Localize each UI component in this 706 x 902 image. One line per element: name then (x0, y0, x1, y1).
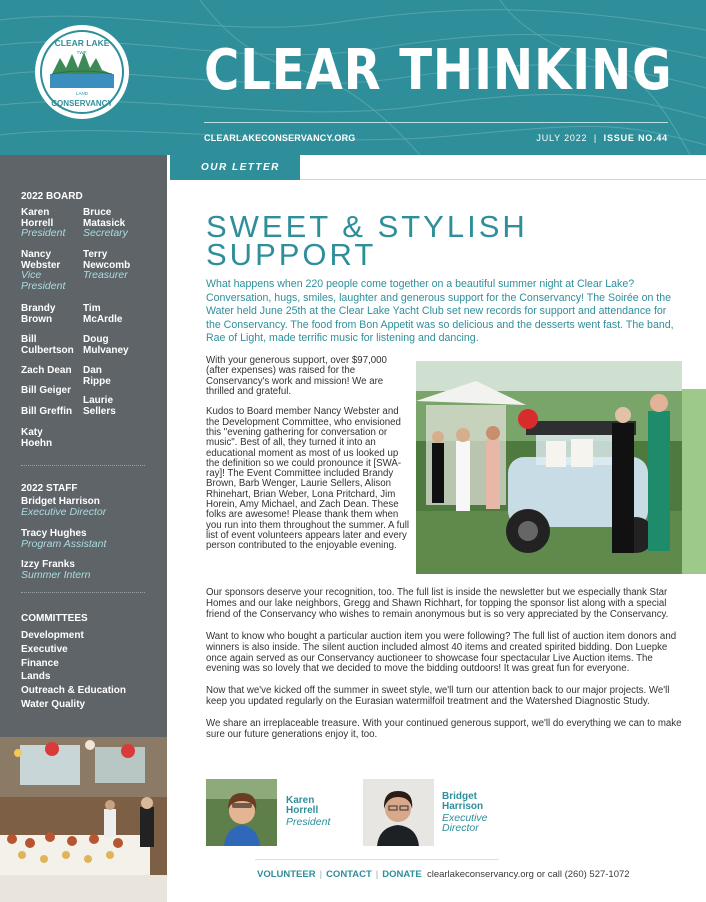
masthead-divider (204, 122, 668, 123)
committee-item: Finance (21, 657, 59, 669)
staff-name: Izzy Franks (21, 559, 75, 570)
committee-item: Water Quality (21, 698, 86, 710)
logo-line1: CLEAR LAKE (54, 38, 110, 48)
board-member-name: Zach Dean (21, 365, 72, 376)
board-member-name: Bruce Matasick (83, 207, 126, 229)
staff-name: Tracy Hughes (21, 528, 87, 539)
committee-item: Executive (21, 643, 68, 655)
karen-horrell-photo (206, 779, 277, 846)
body-paragraph: Want to know who bought a particular auction item you were following? The full list of auction item donors and winners is also inside. The silent auction included almost 40 items and created spirited bidding. Don Luepke once again served as our Conservancy auctioneer to showcase four spectacular Live Auction items. The evening was so lovely that we decided to move the bidding outdoors! It was great fun for everyone. (206, 630, 677, 675)
logo-line2: TWP. (76, 50, 88, 55)
footer-divider (255, 859, 499, 860)
signature-name: Harrison (442, 801, 484, 812)
board-member-name: Bill Geiger (21, 385, 72, 396)
body-paragraph: We share an irreplaceable treasure. With your continued generous support, we'll do everything we can to make sure our future generations enjoy it, too. (206, 718, 682, 741)
logo-area (0, 0, 167, 155)
committee-item: Outreach & Education (21, 685, 127, 697)
sidebar (0, 155, 167, 737)
contact-info: clearlakeconservancy.org or call (260) 527-1072 (426, 869, 630, 880)
tab-divider (300, 179, 706, 180)
conservancy-logo (34, 24, 130, 120)
signature-role: President (286, 816, 331, 828)
board-member-role: Treasurer (83, 269, 128, 281)
signature-name: Karen (286, 795, 315, 806)
sidebar-divider (21, 465, 145, 466)
article-headline (206, 209, 566, 272)
board-member-role: Secretary (83, 227, 128, 239)
website-link[interactable]: CLEARLAKECONSERVANCY.ORG (204, 133, 356, 143)
issue-info: JULY 2022 | ISSUE NO.44 (536, 133, 668, 143)
contact-link[interactable]: CONTACT (326, 869, 372, 880)
banquet-photo (0, 737, 167, 902)
board-member-name: Nancy Webster (21, 249, 61, 271)
headline-text: SWEET & STYLISH SUPPORT (206, 209, 528, 272)
staff-role: Summer Intern (21, 569, 91, 581)
article-body (206, 588, 682, 752)
signature-role: Executive (442, 812, 488, 824)
sidebar-divider (21, 592, 145, 593)
donate-link[interactable]: DONATE (382, 869, 422, 880)
body-paragraph: Now that we've kicked off the summer in sweet style, we'll turn our attention back to our major projects. We'll keep you updated regularly on the Eurasian watermilfoil treatment and the Watershed Diagnostic Study. (206, 685, 670, 708)
footer-links: VOLUNTEER | CONTACT | DONATE clearlakeconservancy.org or call (260) 527-1072 (257, 869, 630, 880)
board-member-role: Vice President (21, 269, 66, 292)
board-member-name: Laurie Sellers (83, 395, 116, 417)
column-paragraph: With your generous support, over $97,000 (after expenses) was raised for the Conservancy's work and mission! We are thrilled and grateful. (206, 355, 387, 397)
board-member-name: Brandy Brown (21, 303, 56, 325)
board-member-name: Terry Newcomb (83, 249, 131, 271)
logo-line4: CONSERVANCY (51, 99, 113, 108)
board-member-name: Karen Horrell (21, 207, 54, 229)
committee-item: Development (21, 630, 84, 641)
signature-role: Director (442, 822, 479, 834)
bridget-harrison-photo (363, 779, 434, 846)
masthead-banner (0, 0, 706, 155)
board-member-name: Bill Greffin (21, 406, 73, 417)
logo-line3: LAND (75, 91, 89, 96)
article-column (206, 356, 410, 562)
event-photo (416, 361, 682, 574)
board-heading: 2022 BOARD (21, 191, 83, 202)
staff-role: Executive Director (21, 506, 107, 518)
signature-name: Horrell (286, 805, 319, 816)
issue-number: ISSUE NO.44 (603, 133, 668, 143)
volunteer-link[interactable]: VOLUNTEER (257, 869, 316, 880)
accent-bar (682, 389, 706, 574)
article-lede: What happens when 220 people come together on a beautiful summer night at Clear Lake? Conversation, hugs, smiles, laughter and generous support for the Conservancy! The Soirée on the Water held June 25th at the Clear Lake Yacht Club set new records for support and attendance for the Conservancy. The food from Bon Appetit was so delicious and the desserts went fast. The band, Rae of Light, made terrific music for listening and dancing. (206, 278, 674, 345)
committees-heading: COMMITTEES (21, 613, 88, 624)
staff-heading: 2022 STAFF (21, 483, 78, 494)
staff-role: Program Assistant (21, 538, 107, 550)
board-member-name: Bill Culbertson (21, 334, 74, 356)
body-paragraph: Our sponsors deserve your recognition, too. The full list is inside the newsletter but we especially thank Star Homes and our lake neighbors, Gregg and Shawn Richhart, for topping the sponsor list along with a special friend of the Conservancy who wishes to remain anonymous but is so very appreciated by the Conservancy. (206, 587, 669, 620)
column-paragraph: Kudos to Board member Nancy Webster and the Development Committee, who envisioned this "evening gathering for conversation or music". Best of all, they turned it into an educational moment as most of us looked up the definition so we could pronounce it [SWA-ray]! The Event Committee included Brandy Brown, Barb Wenger, Laurie Sellers, Alison Rhinehart, Brian Weber, Lona Pritchard, Jim Horein, Amy Michael, and Zach Dean. These folks are awesome! Please thank them when you run into them throughout the summer. A full list of event volunteers appears later and every person contributed to the enjoyable evening. (206, 406, 410, 552)
committees-list (21, 629, 126, 712)
section-tab: OUR LETTER (170, 155, 300, 180)
staff-name: Bridget Harrison (21, 496, 100, 507)
board-member-name: Doug Mulvaney (83, 334, 129, 356)
board-member-name: Dan Rippe (83, 365, 111, 387)
signature-name: Bridget (442, 791, 477, 802)
issue-date: JULY 2022 (536, 133, 588, 143)
board-member-name: Katy Hoehn (21, 427, 53, 449)
board-member-role: President (21, 227, 66, 239)
committee-item: Lands (21, 671, 51, 683)
board-member-name: Tim McArdle (83, 303, 123, 325)
newsletter-title: CLEAR THINKING (204, 38, 673, 103)
